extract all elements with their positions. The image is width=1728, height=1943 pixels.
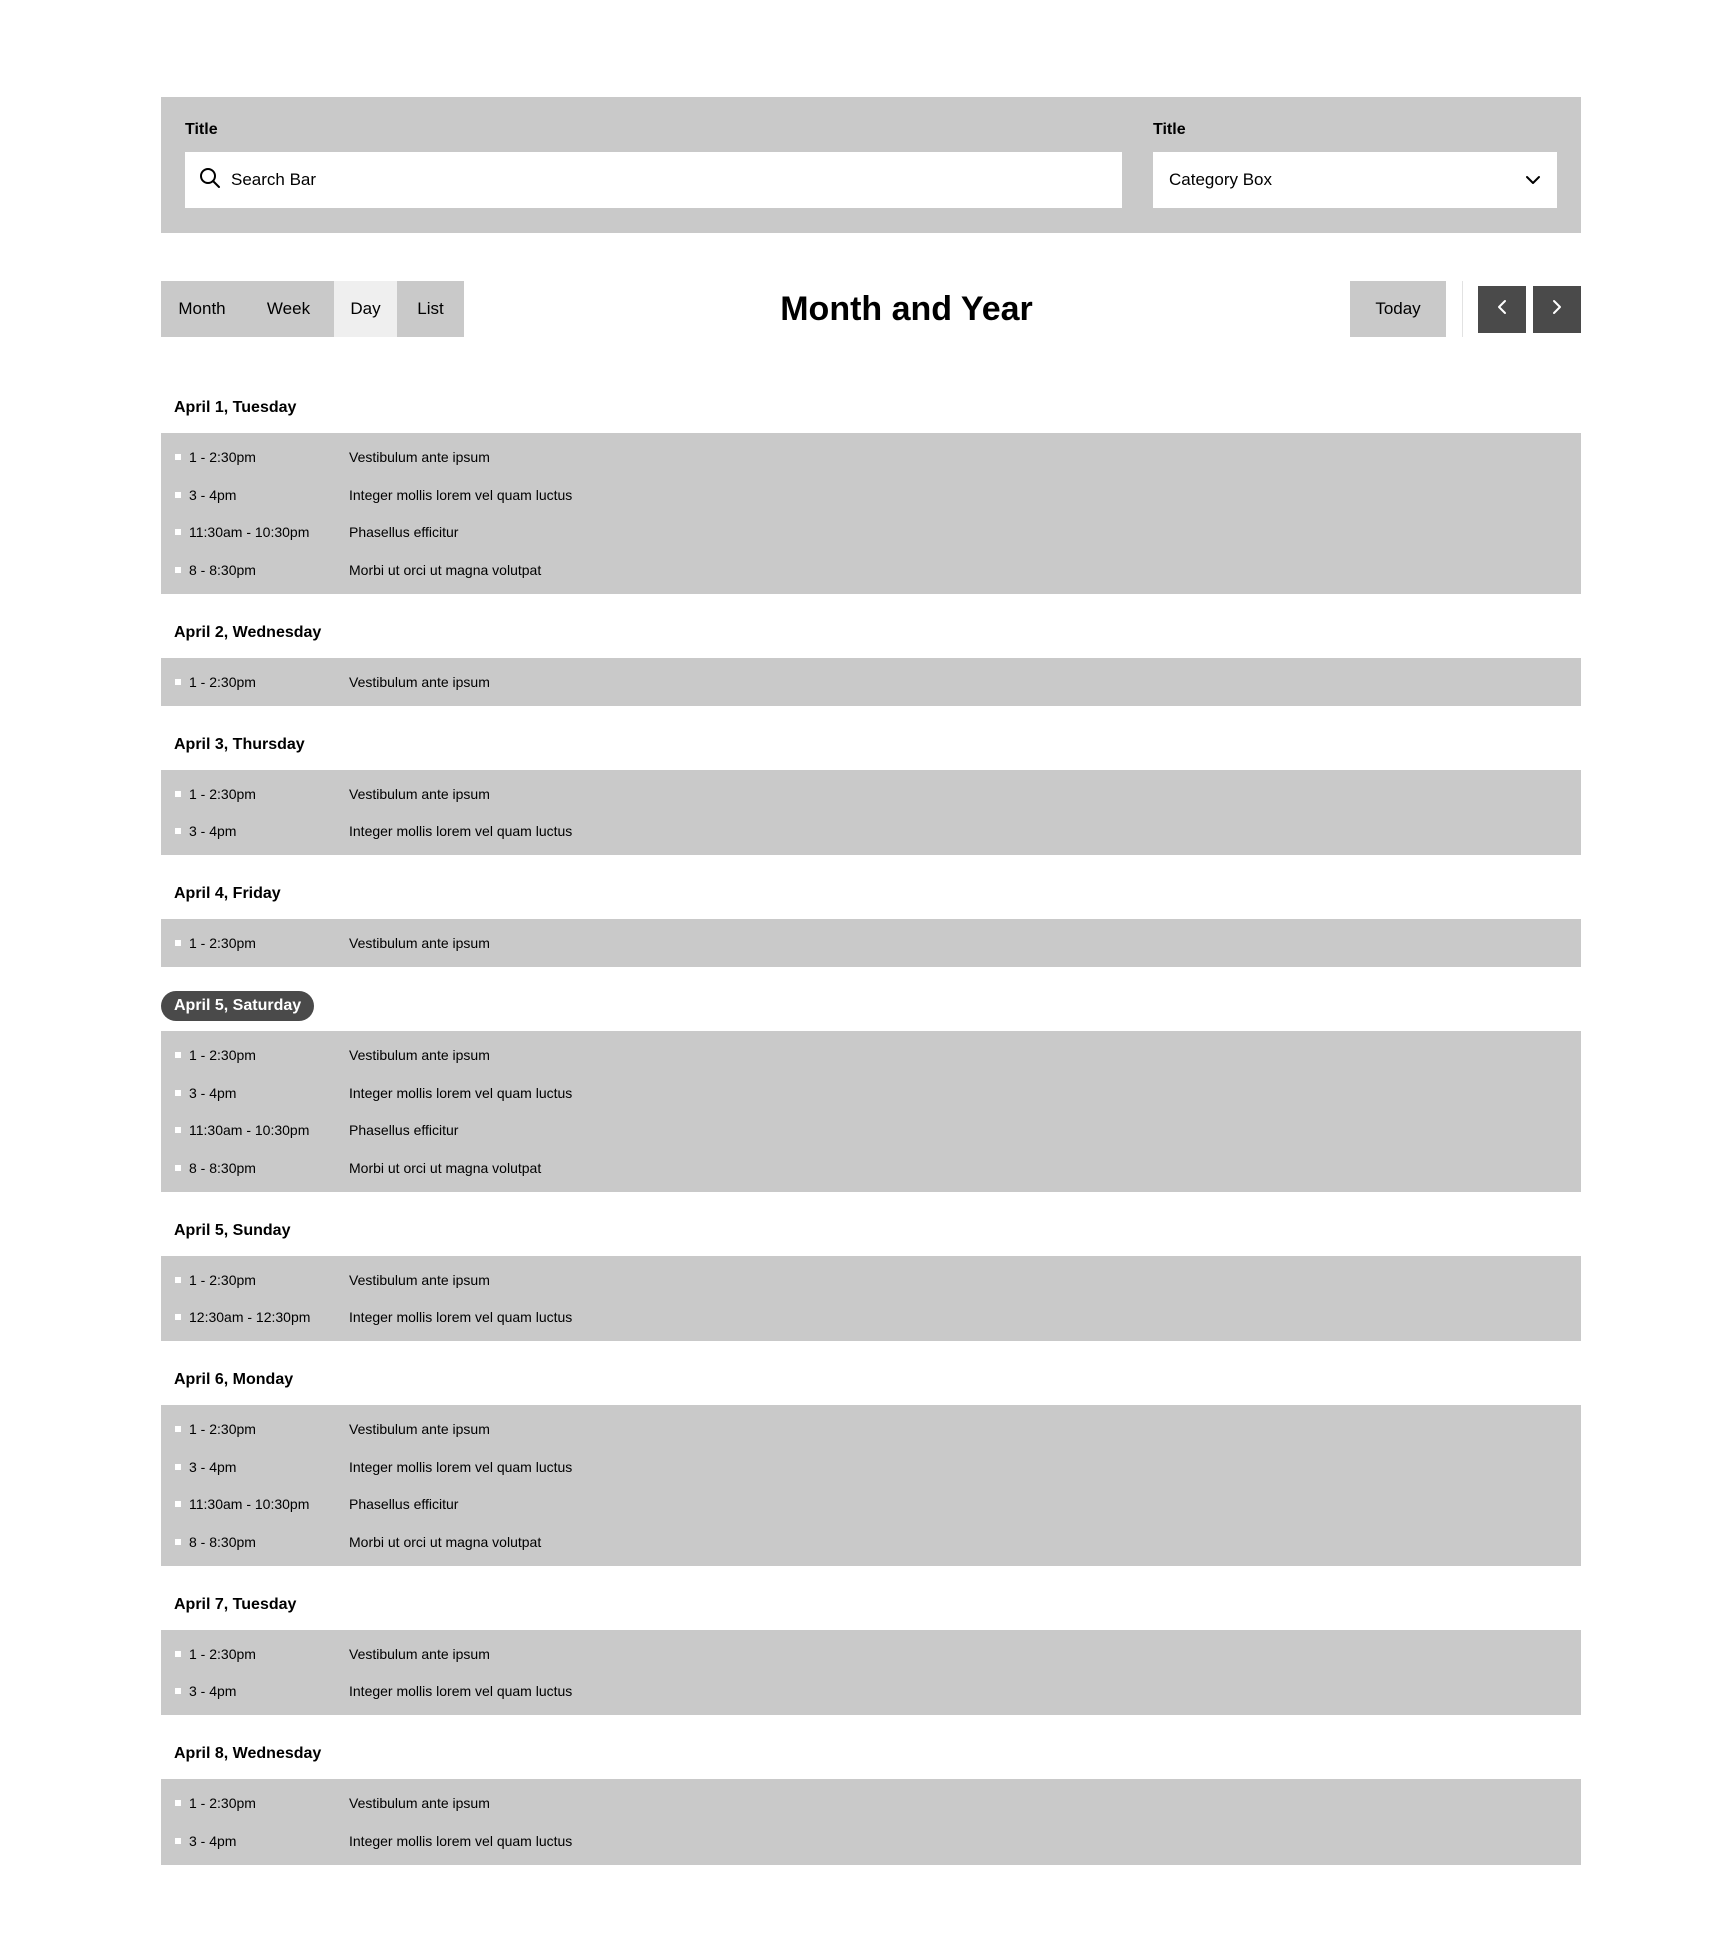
event-time: 1 - 2:30pm xyxy=(189,1271,256,1288)
prev-button[interactable] xyxy=(1478,286,1526,333)
event-title: Phasellus efficitur xyxy=(349,1496,459,1512)
bullet-icon xyxy=(175,1052,181,1058)
event-title: Morbi ut orci ut magna volutpat xyxy=(349,561,542,578)
event-list xyxy=(161,1031,1581,1192)
event-title: Integer mollis lorem vel quam luctus xyxy=(349,1683,573,1699)
event-time: 3 - 4pm xyxy=(189,1832,237,1849)
event-list xyxy=(161,770,1581,856)
event-title: Integer mollis lorem vel quam luctus xyxy=(349,1832,573,1849)
view-month-button[interactable]: Month xyxy=(178,299,226,318)
event-title: Vestibulum ante ipsum xyxy=(349,1645,490,1662)
event-list xyxy=(161,1779,1581,1865)
bullet-icon xyxy=(175,1314,181,1320)
day-heading: April 2, Wednesday xyxy=(174,623,322,641)
event-time: 3 - 4pm xyxy=(189,1683,237,1699)
event-time: 1 - 2:30pm xyxy=(189,1645,256,1662)
search-icon xyxy=(199,167,221,194)
event-list xyxy=(161,1256,1581,1342)
day-heading: April 8, Wednesday xyxy=(174,1745,322,1762)
event-title: Vestibulum ante ipsum xyxy=(349,1047,490,1063)
event-title: Vestibulum ante ipsum xyxy=(349,1795,490,1811)
bullet-icon xyxy=(175,679,181,685)
chevron-right-icon xyxy=(1552,299,1562,320)
event-time: 1 - 2:30pm xyxy=(189,1047,256,1063)
event-list xyxy=(161,919,1581,967)
bullet-icon xyxy=(175,1090,181,1096)
event-time: 11:30am - 10:30pm xyxy=(189,1122,310,1138)
day-heading: April 7, Tuesday xyxy=(174,1595,297,1613)
event-title: Phasellus efficitur xyxy=(349,1122,459,1138)
event-title: Vestibulum ante ipsum xyxy=(349,449,490,465)
view-week-button[interactable]: Week xyxy=(266,299,311,318)
bullet-icon xyxy=(175,1277,181,1283)
event-title: Vestibulum ante ipsum xyxy=(349,785,490,802)
bullet-icon xyxy=(175,1464,181,1470)
event-time: 3 - 4pm xyxy=(189,1084,237,1101)
event-title: Morbi ut orci ut magna volutpat xyxy=(349,1159,542,1176)
event-title: Vestibulum ante ipsum xyxy=(349,1271,490,1288)
bullet-icon xyxy=(175,1539,181,1545)
event-list xyxy=(161,658,1581,706)
day-heading: April 5, Sunday xyxy=(174,1221,291,1239)
event-time: 1 - 2:30pm xyxy=(189,935,256,951)
search-placeholder: Search Bar xyxy=(231,170,317,189)
day-heading: April 6, Monday xyxy=(174,1371,294,1388)
event-time: 11:30am - 10:30pm xyxy=(189,1496,310,1512)
event-time: 3 - 4pm xyxy=(189,486,237,503)
event-time: 1 - 2:30pm xyxy=(189,449,256,465)
search-input[interactable] xyxy=(185,152,1122,208)
bullet-icon xyxy=(175,1501,181,1507)
day-heading: April 3, Thursday xyxy=(174,735,305,753)
filter-bar xyxy=(161,97,1581,233)
day-heading: April 4, Friday xyxy=(174,885,281,902)
event-title: Morbi ut orci ut magna volutpat xyxy=(349,1533,542,1550)
event-time: 8 - 8:30pm xyxy=(189,561,256,578)
category-value: Category Box xyxy=(1169,170,1272,189)
event-time: 8 - 8:30pm xyxy=(189,1533,256,1550)
bullet-icon xyxy=(175,454,181,460)
event-title: Phasellus efficitur xyxy=(349,524,459,540)
bullet-icon xyxy=(175,828,181,834)
chevron-down-icon xyxy=(1525,170,1541,190)
next-button[interactable] xyxy=(1533,286,1581,333)
bullet-icon xyxy=(175,1688,181,1694)
toolbar-divider xyxy=(1462,281,1463,337)
event-title: Integer mollis lorem vel quam luctus xyxy=(349,1084,573,1101)
event-time: 1 - 2:30pm xyxy=(189,785,256,802)
event-title: Vestibulum ante ipsum xyxy=(349,673,490,690)
event-time: 1 - 2:30pm xyxy=(189,1421,256,1437)
event-time: 1 - 2:30pm xyxy=(189,673,256,690)
chevron-left-icon xyxy=(1497,299,1507,320)
view-list-button[interactable]: List xyxy=(417,299,444,318)
event-time: 1 - 2:30pm xyxy=(189,1795,256,1811)
event-list xyxy=(161,433,1581,594)
today-button[interactable]: Today xyxy=(1350,281,1446,337)
event-title: Vestibulum ante ipsum xyxy=(349,1421,490,1437)
bullet-icon xyxy=(175,492,181,498)
event-title: Integer mollis lorem vel quam luctus xyxy=(349,1309,573,1325)
bullet-icon xyxy=(175,791,181,797)
bullet-icon xyxy=(175,1426,181,1432)
page-title: Month and Year xyxy=(780,290,1033,328)
event-time: 11:30am - 10:30pm xyxy=(189,524,310,540)
event-title: Integer mollis lorem vel quam luctus xyxy=(349,486,573,503)
bullet-icon xyxy=(175,1838,181,1844)
bullet-icon xyxy=(175,1127,181,1133)
view-day-button[interactable]: Day xyxy=(334,281,397,337)
event-list xyxy=(161,1405,1581,1566)
day-heading: April 1, Tuesday xyxy=(174,399,297,416)
category-select[interactable] xyxy=(1153,152,1557,208)
category-label: Title xyxy=(1153,121,1186,138)
bullet-icon xyxy=(175,940,181,946)
event-time: 12:30am - 12:30pm xyxy=(189,1309,311,1325)
event-time: 3 - 4pm xyxy=(189,823,237,839)
bullet-icon xyxy=(175,567,181,573)
event-title: Integer mollis lorem vel quam luctus xyxy=(349,1458,573,1475)
event-time: 3 - 4pm xyxy=(189,1458,237,1475)
event-title: Vestibulum ante ipsum xyxy=(349,935,490,951)
event-list xyxy=(161,1630,1581,1716)
bullet-icon xyxy=(175,1800,181,1806)
event-time: 8 - 8:30pm xyxy=(189,1159,256,1176)
day-heading: April 5, Saturday xyxy=(161,991,314,1021)
event-title: Integer mollis lorem vel quam luctus xyxy=(349,823,573,839)
bullet-icon xyxy=(175,529,181,535)
bullet-icon xyxy=(175,1165,181,1171)
search-label: Title xyxy=(185,121,218,138)
bullet-icon xyxy=(175,1651,181,1657)
